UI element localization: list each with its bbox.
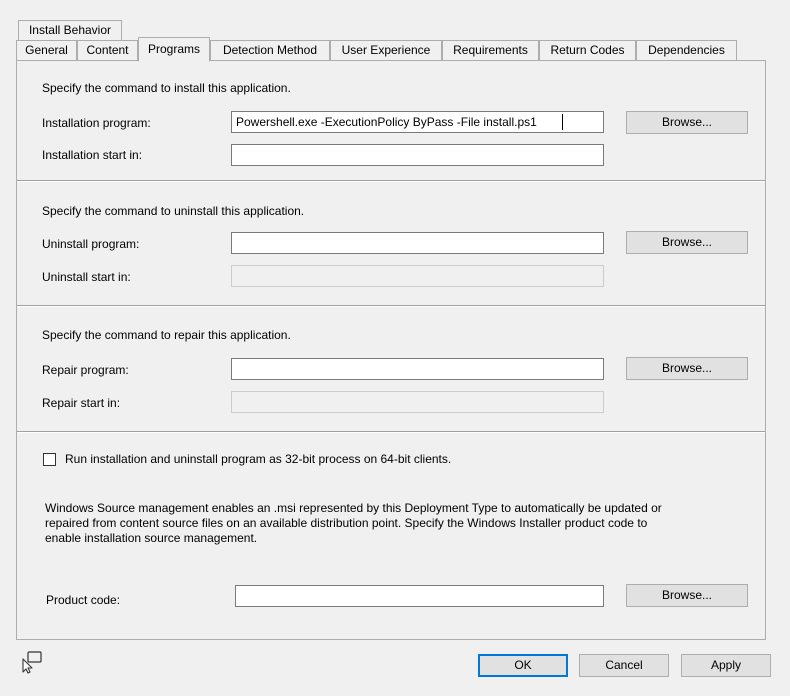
- uninstall-browse-button[interactable]: Browse...: [626, 231, 748, 254]
- source-management-line-1: Windows Source management enables an .msi represented by this Deployment Type to automatically be updated or: [45, 501, 662, 515]
- product-code-label: Product code:: [46, 593, 121, 607]
- installation-start-in-label: Installation start in:: [42, 148, 143, 162]
- tab-install-behavior[interactable]: [18, 20, 122, 40]
- tab-label: Detection Method: [222, 43, 318, 57]
- tab-dependencies[interactable]: [636, 40, 737, 60]
- tab-return-codes[interactable]: [539, 40, 636, 60]
- uninstall-program-label: Uninstall program:: [42, 237, 140, 251]
- section-divider: [17, 305, 765, 307]
- section-divider: [17, 431, 765, 433]
- tab-label: Install Behavior: [28, 23, 112, 37]
- source-management-line-3: enable installation source management.: [45, 531, 258, 545]
- source-management-line-2: repaired from content source files on an available distribution point. Specify the Windows Installer product code to: [45, 516, 648, 530]
- programs-panel: [16, 60, 766, 640]
- repair-browse-button[interactable]: Browse...: [626, 357, 748, 380]
- uninstall-start-in-label: Uninstall start in:: [42, 270, 131, 284]
- installation-program-input[interactable]: Powershell.exe -ExecutionPolicy ByPass -File install.ps1: [231, 111, 604, 133]
- section-divider: [17, 180, 765, 182]
- text-cursor: [562, 114, 563, 130]
- run-32bit-checkbox[interactable]: [43, 453, 56, 466]
- tab-general[interactable]: [16, 40, 77, 60]
- tab-label: Dependencies: [648, 43, 725, 57]
- ok-button[interactable]: OK: [478, 654, 568, 677]
- tab-label: Programs: [147, 42, 200, 56]
- installation-program-label: Installation program:: [42, 116, 151, 130]
- installation-start-in-input[interactable]: [231, 144, 604, 166]
- uninstall-program-input[interactable]: [231, 232, 604, 254]
- apply-button[interactable]: Apply: [681, 654, 771, 677]
- repair-start-in-input: [231, 391, 604, 413]
- tab-content[interactable]: [77, 40, 138, 60]
- run-32bit-label[interactable]: Run installation and uninstall program as 32-bit process on 64-bit clients.: [65, 452, 452, 466]
- tab-label: Requirements: [453, 43, 528, 57]
- tab-label: Content: [86, 43, 129, 57]
- product-code-input[interactable]: [235, 585, 604, 607]
- tab-label: General: [25, 43, 68, 57]
- tab-label: User Experience: [341, 43, 431, 57]
- repair-heading: Specify the command to repair this application.: [42, 328, 291, 342]
- repair-start-in-label: Repair start in:: [42, 396, 121, 410]
- repair-program-label: Repair program:: [42, 363, 129, 377]
- tab-programs[interactable]: [138, 37, 210, 62]
- tab-detection-method[interactable]: [210, 40, 330, 60]
- tab-user-experience[interactable]: [330, 40, 442, 60]
- install-heading: Specify the command to install this application.: [42, 81, 291, 95]
- install-browse-button[interactable]: Browse...: [626, 111, 748, 134]
- cancel-button[interactable]: Cancel: [579, 654, 669, 677]
- help-cursor-icon[interactable]: [20, 650, 44, 674]
- uninstall-heading: Specify the command to uninstall this application.: [42, 204, 305, 218]
- tab-label: Return Codes: [550, 43, 625, 57]
- tab-requirements[interactable]: [442, 40, 539, 60]
- repair-program-input[interactable]: [231, 358, 604, 380]
- product-code-browse-button[interactable]: Browse...: [626, 584, 748, 607]
- uninstall-start-in-input: [231, 265, 604, 287]
